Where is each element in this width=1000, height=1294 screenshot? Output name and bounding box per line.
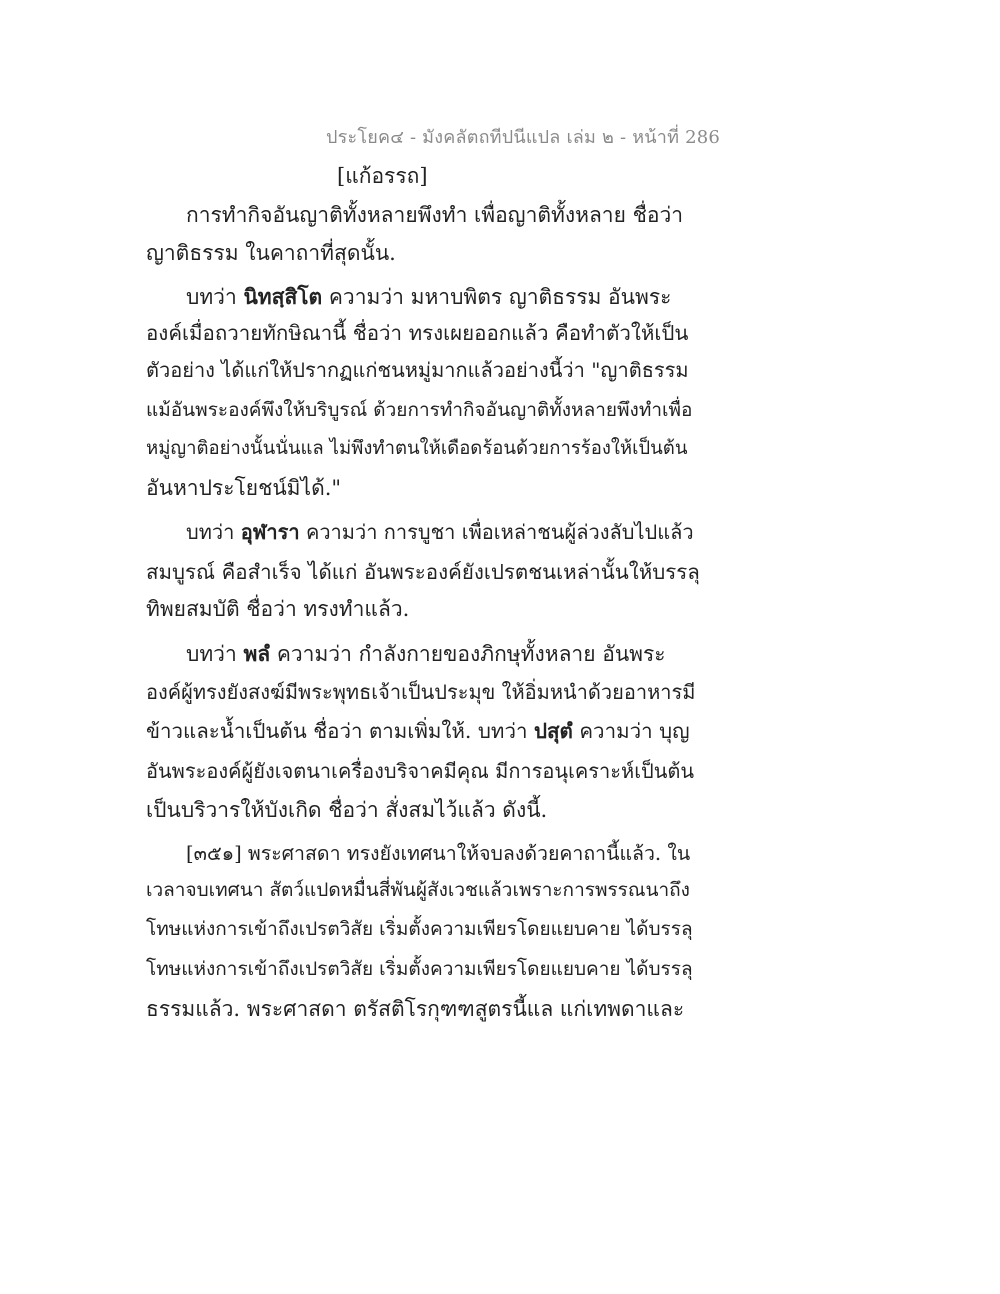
paragraph-line: เวลาจบเทศนา สัตว์แปดหมื่นสี่พันผู้สังเวชแล้วเพราะการพรรณนาถึง xyxy=(146,879,690,901)
paragraph-line: ตัวอย่าง ได้แก่ให้ปรากฏแก่ชนหมู่มากแล้วอย่างนี้ว่า "ญาติธรรม xyxy=(146,358,689,382)
term-bold: ปสุตํ xyxy=(533,719,573,743)
paragraph-line: องค์ผู้ทรงยังสงฆ์มีพระพุทธเจ้าเป็นประมุข ให้อิ่มหนำด้วยอาหารมี xyxy=(146,680,696,704)
paragraph-line: ญาติธรรม ในคาถาที่สุดนั้น. xyxy=(146,241,396,265)
paragraph-line: การทำกิจอันญาติทั้งหลายพึงทำ เพื่อญาติทั้งหลาย ชื่อว่า xyxy=(186,203,684,227)
paragraph-line: องค์เมื่อถวายทักษิณานี้ ชื่อว่า ทรงเผยออกแล้ว คือทำตัวให้เป็น xyxy=(146,321,689,345)
paragraph-line: [๓๕๑] พระศาสดา ทรงยังเทศนาให้จบลงด้วยคาถานี้แล้ว. ใน xyxy=(186,842,691,865)
paragraph-line: บทว่า พลํ ความว่า กำลังกายของภิกษุทั้งหลาย อันพระ xyxy=(186,641,666,666)
paragraph-line: หมู่ญาติอย่างนั้นนั่นแล ไม่พึงทำตนให้เดือดร้อนด้วยการร้องให้เป็นต้น xyxy=(146,438,688,459)
term-bold: อุฬารา xyxy=(240,520,300,544)
paragraph-line: บทว่า นิทสฺสิโต ความว่า มหาบพิตร ญาติธรรม อันพระ xyxy=(186,284,672,309)
term-bold: นิทสฺสิโต xyxy=(243,284,323,309)
page-header: ประโยค๔ - มังคลัตถทีปนีแปล เล่ม ๒ - หน้าที่ 286 xyxy=(326,127,721,148)
paragraph-line: แม้อันพระองค์พึงให้บริบูรณ์ ด้วยการทำกิจอันญาติทั้งหลายพึงทำเพื่อ xyxy=(146,399,693,421)
term-bold: พลํ xyxy=(243,641,271,666)
paragraph-line: เป็นบริวารให้บังเกิด ชื่อว่า สั่งสมไว้แล้ว ดังนี้. xyxy=(146,798,548,822)
paragraph-line: สมบูรณ์ คือสำเร็จ ได้แก่ อันพระองค์ยังเปรตชนเหล่านั้นให้บรรลุ xyxy=(146,560,700,584)
paragraph-line: โทษแห่งการเข้าถึงเปรตวิสัย เริ่มตั้งความเพียรโดยแยบคาย ได้บรรลุ xyxy=(146,958,693,980)
paragraph-line: บทว่า อุฬารา ความว่า การบูชา เพื่อเหล่าชนผู้ล่วงลับไปแล้ว xyxy=(186,520,694,544)
paragraph-line: ข้าวและน้ำเป็นต้น ชื่อว่า ตามเพิ่มให้. บทว่า ปสุตํ ความว่า บุญ xyxy=(146,719,690,743)
paragraph-line: อันพระองค์ผู้ยังเจตนาเครื่องบริจาคมีคุณ มีการอนุเคราะห์เป็นต้น xyxy=(146,759,695,783)
paragraph-line: ทิพยสมบัติ ชื่อว่า ทรงทำแล้ว. xyxy=(146,597,410,621)
paragraph-line: ธรรมแล้ว. พระศาสดา ตรัสติโรกุฑฑสูตรนี้แล แก่เทพดาและ xyxy=(146,997,685,1021)
section-title: [แก้อรรถ] xyxy=(337,164,428,188)
paragraph-line: โทษแห่งการเข้าถึงเปรตวิสัย เริ่มตั้งความเพียรโดยแยบคาย ได้บรรลุ xyxy=(146,918,693,940)
paragraph-line: อันหาประโยชน์มิได้." xyxy=(146,476,342,500)
